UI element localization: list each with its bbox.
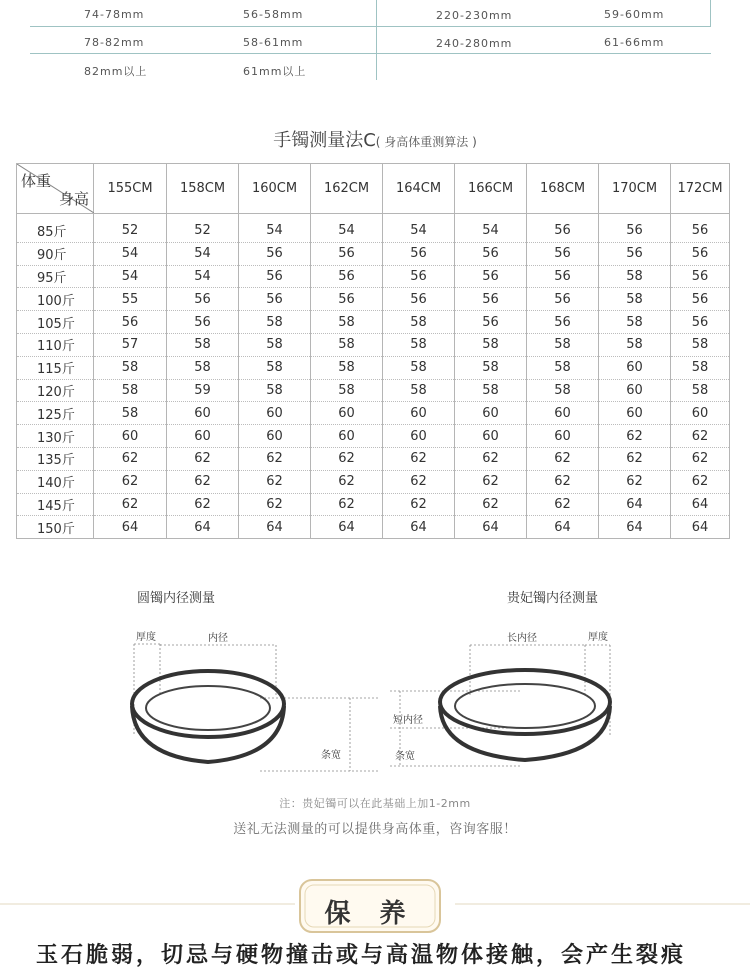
size-cell: 62 [383,447,455,470]
oval-note: 注：贵妃镯可以在此基础上加1-2mm [279,797,471,810]
size-cell: 62 [455,470,527,493]
height-header-cell: 155CM [94,164,167,214]
care-warning-text: 玉石脆弱，切忌与硬物撞击或与高温物体接触，会产生裂痕 [36,942,687,968]
weight-cell: 110斤 [17,333,94,356]
corner-cell [17,164,94,214]
size-cell: 60 [527,425,599,448]
size-cell: 64 [599,516,671,539]
size-cell: 54 [239,214,311,243]
size-cell: 56 [671,288,730,311]
size-cell: 58 [239,333,311,356]
size-cell: 56 [599,214,671,243]
weight-cell: 150斤 [17,516,94,539]
size-cell: 58 [455,379,527,402]
size-cell: 62 [455,447,527,470]
size-cell: 60 [383,425,455,448]
size-cell: 58 [94,379,167,402]
size-cell: 52 [94,214,167,243]
size-cell: 56 [671,214,730,243]
size-cell: 57 [94,333,167,356]
size-cell: 55 [94,288,167,311]
height-header-cell: 158CM [167,164,239,214]
size-cell: 62 [671,470,730,493]
top-table-line [30,53,376,54]
size-cell: 56 [455,242,527,265]
size-cell: 60 [383,402,455,425]
size-cell: 58 [671,356,730,379]
size-cell: 64 [311,516,383,539]
table-row [17,516,730,539]
table-row [17,288,730,311]
top-cell: 240-280mm [436,37,513,50]
size-cell: 56 [311,242,383,265]
size-cell: 54 [167,242,239,265]
size-cell: 62 [94,493,167,516]
size-cell: 58 [239,356,311,379]
table-row [17,333,730,356]
size-cell: 56 [455,311,527,334]
size-cell: 56 [239,288,311,311]
size-cell: 60 [311,425,383,448]
size-cell: 64 [383,516,455,539]
size-cell: 58 [383,356,455,379]
top-cell: 74-78mm [84,8,145,21]
size-cell: 60 [239,402,311,425]
size-cell: 62 [527,470,599,493]
weight-cell: 130斤 [17,425,94,448]
size-cell: 56 [311,265,383,288]
size-cell: 54 [94,242,167,265]
size-cell: 54 [455,214,527,243]
size-cell: 56 [527,311,599,334]
size-cell: 62 [599,447,671,470]
table-row [17,356,730,379]
weight-cell: 85斤 [17,214,94,243]
top-cell: 56-58mm [243,8,304,21]
top-cell: 78-82mm [84,36,145,49]
size-cell: 62 [527,493,599,516]
size-cell: 58 [239,311,311,334]
size-cell: 58 [239,379,311,402]
size-cell: 58 [94,356,167,379]
size-cell: 62 [455,493,527,516]
size-cell: 60 [94,425,167,448]
size-cell: 58 [599,265,671,288]
size-cell: 58 [311,356,383,379]
size-cell: 58 [383,311,455,334]
round-bangle-drawing [120,636,390,781]
size-cell: 60 [167,425,239,448]
size-cell: 58 [599,333,671,356]
weight-cell: 105斤 [17,311,94,334]
size-cell: 58 [527,379,599,402]
table-row [17,447,730,470]
size-cell: 58 [311,333,383,356]
round-diagram-title: 圆镯内径测量 [137,591,216,606]
size-cell: 62 [167,493,239,516]
oval-thickness-label: 厚度 [588,632,608,643]
height-header-cell: 166CM [455,164,527,214]
size-cell: 64 [671,516,730,539]
size-cell: 62 [599,470,671,493]
size-cell: 62 [311,493,383,516]
weight-cell: 95斤 [17,265,94,288]
size-cell: 58 [311,379,383,402]
table-row [17,402,730,425]
height-header-cell: 164CM [383,164,455,214]
top-cell: 59-60mm [604,8,665,21]
size-cell: 60 [599,402,671,425]
weight-cell: 90斤 [17,242,94,265]
top-table-divider [376,0,377,80]
care-title: 保 养 [324,899,416,929]
size-cell: 62 [167,470,239,493]
weight-cell: 145斤 [17,493,94,516]
size-cell: 62 [167,447,239,470]
corner-weight-label: 体重 [21,172,52,190]
size-cell: 62 [599,425,671,448]
size-cell: 56 [455,265,527,288]
weight-cell: 115斤 [17,356,94,379]
table-row [17,242,730,265]
top-table-line [376,26,711,27]
size-cell: 58 [671,333,730,356]
size-cell: 56 [383,265,455,288]
table-row [17,425,730,448]
top-cell: 220-230mm [436,9,513,22]
size-cell: 64 [599,493,671,516]
size-cell: 62 [527,447,599,470]
size-cell: 58 [599,288,671,311]
weight-cell: 135斤 [17,447,94,470]
oval-short-inner-label: 短内径 [393,715,423,726]
size-cell: 60 [455,402,527,425]
size-cell: 52 [167,214,239,243]
size-cell: 56 [239,265,311,288]
size-cell: 56 [599,242,671,265]
size-cell: 58 [383,333,455,356]
oval-width-label: 条宽 [395,751,415,762]
size-cell: 64 [455,516,527,539]
weight-cell: 100斤 [17,288,94,311]
size-cell: 56 [239,242,311,265]
size-cell: 64 [527,516,599,539]
size-cell: 54 [167,265,239,288]
size-cell: 64 [239,516,311,539]
size-cell: 54 [383,214,455,243]
size-cell: 58 [383,379,455,402]
size-cell: 56 [527,288,599,311]
table-header-row [17,164,730,214]
table-row [17,311,730,334]
size-cell: 62 [671,447,730,470]
size-cell: 58 [94,402,167,425]
gift-note: 送礼无法测量的可以提供身高体重，咨询客服！ [233,822,517,837]
size-cell: 59 [167,379,239,402]
method-c-title [0,126,750,152]
size-cell: 62 [94,470,167,493]
top-cell: 82mm以上 [84,65,148,78]
size-cell: 64 [671,493,730,516]
height-header-cell: 172CM [671,164,730,214]
size-cell: 62 [383,493,455,516]
top-cell: 61mm以上 [243,65,307,78]
size-cell: 62 [239,493,311,516]
size-cell: 60 [599,379,671,402]
size-cell: 58 [167,333,239,356]
method-c-title-text: 手镯测量法C [273,130,376,151]
size-cell: 58 [455,333,527,356]
size-cell: 56 [455,288,527,311]
size-cell: 60 [527,402,599,425]
method-c-subtitle: ( 身高体重测算法 ) [375,135,477,149]
top-table-right-edge [710,0,711,26]
size-cell: 62 [311,470,383,493]
top-cell: 61-66mm [604,36,665,49]
size-cell: 58 [311,311,383,334]
size-cell: 56 [167,288,239,311]
height-header-cell: 162CM [311,164,383,214]
top-table-line [376,53,711,54]
size-cell: 60 [311,402,383,425]
weight-cell: 140斤 [17,470,94,493]
size-cell: 62 [94,447,167,470]
height-header-cell: 170CM [599,164,671,214]
size-cell: 56 [671,265,730,288]
size-cell: 60 [455,425,527,448]
size-cell: 58 [527,333,599,356]
size-cell: 56 [671,311,730,334]
size-cell: 58 [671,379,730,402]
size-cell: 54 [94,265,167,288]
size-cell: 60 [671,402,730,425]
size-cell: 56 [527,242,599,265]
round-thickness-label: 厚度 [136,632,156,643]
size-cell: 58 [527,356,599,379]
weight-cell: 120斤 [17,379,94,402]
size-cell: 58 [599,311,671,334]
table-row [17,470,730,493]
height-weight-size-table [16,163,730,539]
size-cell: 56 [383,242,455,265]
size-cell: 58 [455,356,527,379]
table-row [17,214,730,243]
size-cell: 64 [94,516,167,539]
size-cell: 62 [239,470,311,493]
size-cell: 64 [167,516,239,539]
height-header-cell: 168CM [527,164,599,214]
oval-diagram-title: 贵妃镯内径测量 [507,591,599,606]
top-table-line [30,26,376,27]
size-cell: 56 [94,311,167,334]
size-cell: 56 [527,214,599,243]
top-cell: 58-61mm [243,36,304,49]
size-cell: 56 [167,311,239,334]
table-row [17,379,730,402]
round-inner-label: 内径 [208,633,228,644]
table-row [17,265,730,288]
size-cell: 58 [167,356,239,379]
size-cell: 60 [239,425,311,448]
size-cell: 60 [599,356,671,379]
size-cell: 56 [527,265,599,288]
size-cell: 62 [671,425,730,448]
oval-bangle-drawing [380,636,630,781]
size-cell: 62 [311,447,383,470]
size-cell: 62 [239,447,311,470]
size-cell: 56 [311,288,383,311]
height-header-cell: 160CM [239,164,311,214]
size-cell: 56 [671,242,730,265]
table-row [17,493,730,516]
corner-height-label: 身高 [58,190,89,208]
weight-cell: 125斤 [17,402,94,425]
size-cell: 60 [167,402,239,425]
round-width-label: 条宽 [321,750,341,761]
size-cell: 54 [311,214,383,243]
oval-long-inner-label: 长内径 [507,633,537,644]
size-cell: 56 [383,288,455,311]
size-cell: 62 [383,470,455,493]
